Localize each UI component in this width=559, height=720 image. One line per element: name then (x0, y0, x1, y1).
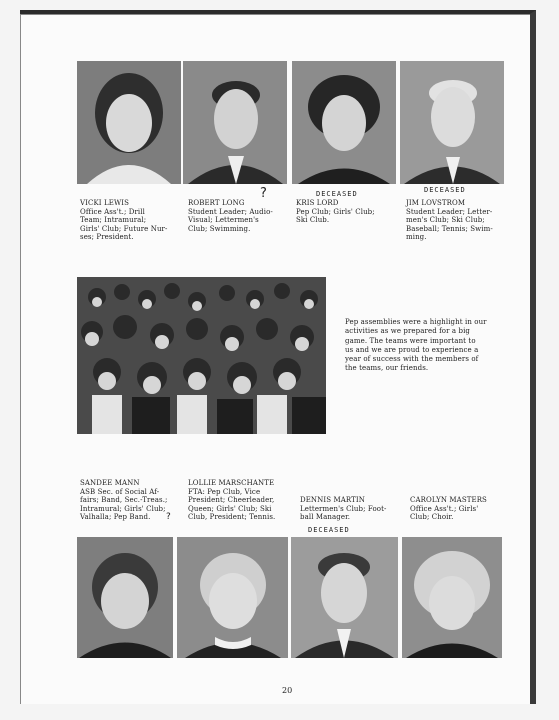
student-name: DENNIS MARTIN (300, 496, 365, 504)
caption-line: the teams, our friends. (345, 364, 429, 373)
student-name: ROBERT LONG (188, 199, 245, 207)
student-name: JIM LOVSTROM (406, 199, 466, 207)
photo-robert-long (183, 61, 287, 184)
page-number: 20 (282, 686, 293, 695)
activity-line: Team; Intramural; (80, 216, 147, 225)
caption-line: year of success with the members of (345, 355, 479, 364)
pep-assembly-caption (345, 318, 505, 374)
caption-line: Pep assemblies were a highlight in our (345, 318, 487, 326)
activity-line: Queen; Girls' Club; Ski (188, 504, 272, 513)
student-name: LOLLIE MARSCHANTE (188, 479, 275, 487)
activity-line: ball Manager. (300, 513, 351, 522)
student-name: VICKI LEWIS (80, 199, 130, 207)
caption-jim-lovstrom (406, 199, 506, 242)
activity-line: Student Leader; Letter- (406, 207, 493, 216)
activity-line: Baseball; Tennis; Swim- (406, 224, 493, 233)
caption-line: game. The teams were important to (345, 336, 476, 345)
handwritten-deceased-note: DECEASED (316, 190, 358, 198)
caption-carolyn-masters (410, 496, 510, 522)
caption-line: us and we are proud to experience a (345, 345, 479, 354)
activity-line: Valhalla; Pep Band. (80, 513, 151, 522)
handwritten-question-mark: ? (166, 512, 171, 522)
caption-line: activities as we prepared for a big (345, 327, 470, 336)
activity-line: Girls' Club; Future Nur- (80, 224, 168, 233)
photo-carolyn-masters (402, 537, 502, 658)
activity-line: Intramural; Girls' Club; (80, 504, 166, 513)
photo-kris-lord (292, 61, 396, 184)
caption-sandee-mann (80, 479, 180, 522)
photo-jim-lovstrom (400, 61, 504, 184)
caption-kris-lord (296, 199, 396, 225)
handwritten-question-mark: ? (260, 186, 267, 201)
activity-line: Ski Club. (296, 216, 330, 225)
activity-line: Office Ass't.; Drill (80, 207, 145, 216)
activity-line: Pep Club; Girls' Club; (296, 207, 375, 216)
activity-line: President; Cheerleader, (188, 496, 275, 505)
activity-line: Visual; Lettermen's (188, 216, 259, 225)
student-name: CAROLYN MASTERS (410, 496, 487, 504)
caption-lollie-marschante (188, 479, 296, 522)
activity-line: ses; President. (80, 233, 134, 242)
photo-pep-assembly (77, 277, 326, 434)
handwritten-deceased-note: DECEASED (308, 526, 350, 534)
activity-line: ming. (406, 233, 427, 242)
student-name: SANDEE MANN (80, 479, 140, 487)
photo-sandee-mann (77, 537, 173, 658)
caption-robert-long (188, 199, 288, 233)
activity-line: men's Club; Ski Club; (406, 216, 485, 225)
activity-line: Club, President; Tennis. (188, 513, 276, 522)
photo-dennis-martin (291, 537, 398, 658)
activity-line: Club; Choir. (410, 513, 454, 522)
photo-vicki-lewis (77, 61, 181, 184)
caption-vicki-lewis (80, 199, 180, 242)
activity-line: Office Ass't.; Girls' (410, 504, 479, 513)
student-name: KRIS LORD (296, 199, 339, 207)
handwritten-deceased-note: DECEASED (424, 186, 466, 194)
activity-line: Club; Swimming. (188, 224, 251, 233)
activity-line: FTA: Pep Club, Vice (188, 487, 261, 496)
activity-line: fairs; Band, Sec.-Treas.; (80, 496, 168, 505)
photo-lollie-marschante (177, 537, 288, 658)
activity-line: Student Leader; Audio- (188, 207, 273, 216)
activity-line: Lettermen's Club; Foot- (300, 504, 387, 513)
caption-dennis-martin (300, 496, 400, 522)
activity-line: ASB Sec. of Social Af- (80, 487, 160, 496)
